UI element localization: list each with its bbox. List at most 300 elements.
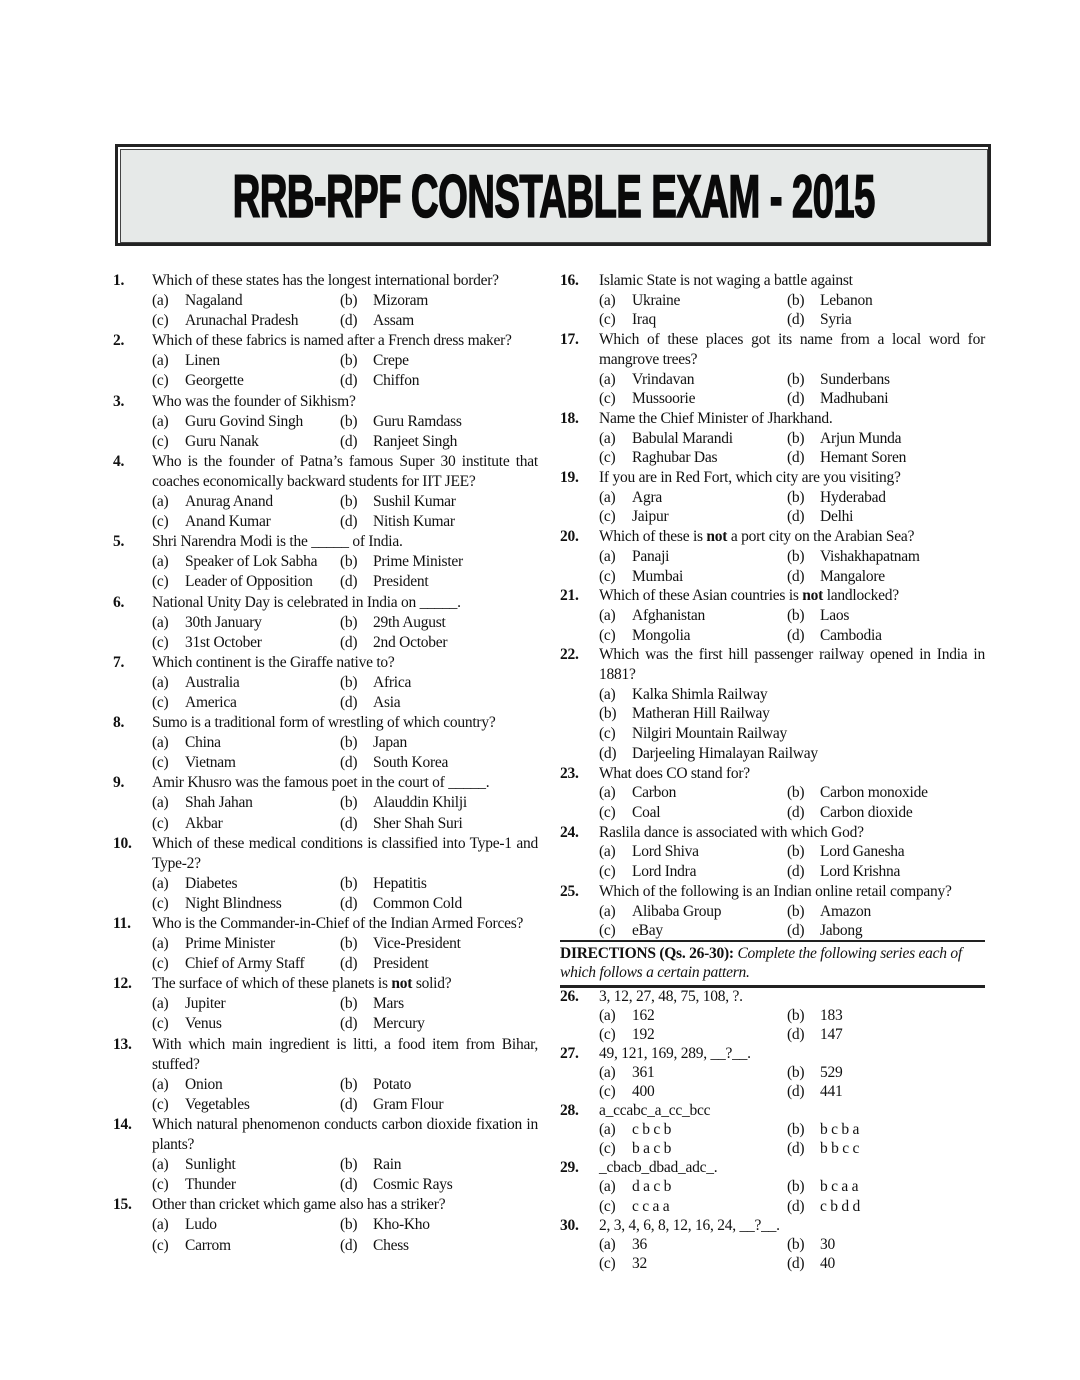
option-label: (a)	[152, 1216, 169, 1234]
question-text: National Unity Day is celebrated in India on _____.	[152, 593, 461, 611]
option	[152, 793, 340, 813]
option-label: (c)	[599, 1083, 616, 1101]
option-label: (c)	[152, 894, 169, 912]
question-number: 14.	[113, 1115, 132, 1133]
option-label: (b)	[787, 429, 805, 447]
option-label: (b)	[787, 1235, 805, 1253]
question-text: What does CO stand for?	[599, 764, 750, 782]
directions-label: DIRECTIONS (Qs. 26-30):	[560, 945, 734, 962]
question	[560, 468, 985, 527]
option	[599, 902, 787, 922]
option-label: (a)	[599, 291, 616, 309]
option	[152, 371, 340, 391]
option-text: Arjun Munda	[820, 429, 902, 447]
option-text: 529	[820, 1064, 843, 1082]
question	[560, 987, 985, 1044]
option	[152, 492, 340, 512]
option	[340, 693, 538, 713]
option-label: (c)	[152, 1176, 169, 1194]
option-text: Sunderbans	[820, 370, 890, 388]
option-label: (a)	[152, 352, 169, 370]
option	[599, 704, 985, 724]
question	[560, 764, 985, 823]
option	[787, 389, 985, 409]
option	[340, 814, 538, 834]
option-label: (d)	[340, 573, 358, 591]
option-label: (d)	[787, 311, 805, 329]
option	[340, 934, 538, 954]
question	[113, 713, 538, 773]
question-text: Who is the Commander-in-Chief of the Indian Armed Forces?	[152, 915, 524, 932]
option	[787, 842, 985, 862]
option	[787, 1197, 985, 1216]
option-text: Guru Nanak	[185, 432, 259, 450]
option-text: Nilgiri Mountain Railway	[632, 725, 788, 743]
option	[787, 626, 985, 646]
options	[152, 1075, 538, 1115]
option-label: (c)	[599, 922, 616, 940]
option-label: (c)	[152, 432, 169, 450]
option	[340, 432, 538, 452]
option	[599, 291, 787, 311]
option-label: (a)	[152, 1075, 169, 1093]
options	[599, 1120, 985, 1158]
option-label: (a)	[152, 874, 169, 892]
option-text: Linen	[185, 352, 220, 370]
options	[599, 370, 985, 409]
option-text: Vegetables	[185, 1095, 250, 1113]
option	[152, 552, 340, 572]
option	[152, 291, 340, 311]
question	[113, 1035, 538, 1115]
option-label: (d)	[340, 1176, 358, 1194]
question-text: Which of these places got its name from a local word for mangrove trees?	[599, 331, 985, 368]
option	[340, 894, 538, 914]
question	[560, 1044, 985, 1101]
options	[152, 492, 538, 532]
option	[787, 1063, 985, 1082]
option-label: (b)	[787, 488, 805, 506]
option-text: Mangalore	[820, 567, 885, 585]
option	[340, 1215, 538, 1235]
question-text: Raslila dance is associated with which God?	[599, 823, 864, 841]
option-text: 183	[820, 1007, 843, 1025]
option-text: 30th January	[185, 613, 262, 631]
question-number: 5.	[113, 533, 125, 551]
option-text: 192	[632, 1026, 655, 1044]
option-label: (a)	[152, 673, 169, 691]
option	[340, 793, 538, 813]
option	[787, 507, 985, 527]
options	[599, 1177, 985, 1215]
option-label: (a)	[152, 1156, 169, 1174]
option-text: Hemant Soren	[820, 449, 907, 467]
option	[340, 311, 538, 331]
option-label: (b)	[787, 291, 805, 309]
option-text: Mercury	[373, 1015, 425, 1033]
option-text: 2nd October	[373, 633, 448, 651]
option-text: Cambodia	[820, 626, 882, 644]
question	[113, 914, 538, 974]
option-label: (c)	[599, 1026, 616, 1044]
option-label: (c)	[599, 567, 616, 585]
option	[787, 310, 985, 330]
option-text: Potato	[373, 1075, 412, 1093]
question-number: 25.	[560, 882, 579, 900]
option-label: (a)	[152, 412, 169, 430]
question	[560, 1101, 985, 1158]
option-label: (b)	[340, 935, 358, 953]
option	[787, 1235, 985, 1254]
options	[152, 1155, 538, 1195]
option	[340, 874, 538, 894]
option	[599, 1006, 787, 1025]
question-text: 3, 12, 27, 48, 75, 108, ?.	[599, 988, 743, 1005]
question-text: Which of these fabrics is named after a French dress maker?	[152, 332, 512, 350]
question-number: 8.	[113, 714, 125, 732]
option	[787, 1139, 985, 1158]
question-text: Shri Narendra Modi is the _____ of India.	[152, 533, 403, 551]
option-text: 162	[632, 1007, 655, 1025]
option-label: (a)	[152, 734, 169, 752]
option-label: (d)	[340, 955, 358, 973]
emphasis: not	[802, 587, 824, 605]
option	[152, 1175, 340, 1195]
option-text: Jupiter	[185, 995, 226, 1013]
option-text: Laos	[820, 606, 850, 624]
option-text: Georgette	[185, 372, 244, 390]
option-text: 30	[820, 1235, 835, 1253]
question	[560, 882, 985, 941]
option-label: (a)	[599, 1235, 616, 1253]
option	[152, 1095, 340, 1115]
question	[113, 653, 538, 713]
option-text: Carbon	[632, 784, 677, 802]
question-number: 13.	[113, 1035, 132, 1053]
question-number: 18.	[560, 409, 579, 427]
question	[560, 330, 985, 409]
option-text: Syria	[820, 311, 852, 329]
option	[152, 351, 340, 371]
option-label: (c)	[599, 1197, 616, 1215]
directions-text: Complete the following series each of which follows a certain pattern.	[560, 945, 962, 981]
option-label: (c)	[152, 1015, 169, 1033]
option	[787, 429, 985, 449]
option-label: (d)	[340, 633, 358, 651]
option-label: (c)	[152, 372, 169, 390]
question-text: Which was the first hill passenger railway opened in India in 1881?	[599, 646, 985, 684]
question-text: a_ccabc_a_cc_bcc	[599, 1102, 711, 1120]
option	[787, 803, 985, 823]
options	[599, 1235, 985, 1273]
option-label: (c)	[152, 955, 169, 973]
options	[599, 547, 985, 586]
option	[152, 874, 340, 894]
option-text: Agra	[632, 488, 662, 506]
option-text: Alibaba Group	[632, 902, 722, 920]
option-text: Sunlight	[185, 1156, 236, 1174]
question-number: 4.	[113, 452, 125, 470]
option-text: Assam	[373, 312, 414, 330]
option	[340, 291, 538, 311]
option-text: Amazon	[820, 902, 872, 920]
option-text: Australia	[185, 673, 240, 691]
option-text: Onion	[185, 1075, 223, 1093]
question-number: 23.	[560, 764, 579, 782]
option-text: Shah Jahan	[185, 794, 253, 812]
option-text: Lord Krishna	[820, 863, 901, 881]
option-label: (a)	[599, 1064, 616, 1082]
option-label: (b)	[787, 370, 805, 388]
option-label: (d)	[787, 1197, 805, 1215]
option-text: America	[185, 693, 237, 711]
question-text-part: Which of these is	[599, 528, 707, 546]
question-text-part: The surface of which of these planets is	[152, 975, 392, 993]
options	[152, 874, 538, 914]
question-number: 21.	[560, 587, 579, 605]
option	[152, 1155, 340, 1175]
question-text: Other than cricket which game also has a striker?	[152, 1196, 446, 1214]
option-text: Coal	[632, 803, 661, 821]
question-number: 9.	[113, 774, 125, 792]
option-label: (a)	[599, 784, 616, 802]
option-text: President	[373, 955, 429, 973]
option-label: (c)	[152, 513, 169, 531]
option-label: (d)	[340, 372, 358, 390]
option-label: (d)	[340, 1095, 358, 1113]
option	[152, 733, 340, 753]
option-text: Hyderabad	[820, 488, 886, 506]
option-text: 29th August	[373, 613, 446, 631]
option-text: Chief of Army Staff	[185, 955, 305, 973]
option-text: d a c b	[632, 1178, 672, 1196]
question	[560, 1216, 985, 1273]
options	[152, 934, 538, 974]
option-label: (c)	[152, 573, 169, 591]
option-label: (b)	[340, 1075, 358, 1093]
option	[787, 488, 985, 508]
option-text: Jaipur	[632, 508, 669, 526]
question-text-part: Which of these Asian countries is	[599, 587, 803, 605]
option-label: (b)	[340, 553, 358, 571]
option-label: (b)	[787, 784, 805, 802]
option-text: Nitish Kumar	[373, 513, 455, 531]
option	[599, 547, 787, 567]
option-label: (d)	[787, 390, 805, 408]
question-text-part: a port city on the Arabian Sea?	[727, 528, 915, 546]
option-text: Rain	[373, 1156, 402, 1174]
option	[152, 572, 340, 592]
option-label: (d)	[340, 513, 358, 531]
option-label: (a)	[152, 553, 169, 571]
option	[340, 492, 538, 512]
option-text: eBay	[632, 922, 663, 940]
directions	[560, 940, 985, 988]
option-label: (c)	[599, 311, 616, 329]
option	[340, 733, 538, 753]
option-text: Afghanistan	[632, 606, 706, 624]
option	[340, 512, 538, 532]
option-text: Guru Govind Singh	[185, 412, 304, 430]
option-text: Carbon monoxide	[820, 784, 928, 802]
options	[152, 733, 538, 773]
title-box	[115, 144, 991, 246]
question-number: 28.	[560, 1102, 579, 1120]
option-label: (c)	[152, 693, 169, 711]
option	[599, 606, 787, 626]
option-label: (b)	[787, 606, 805, 624]
option-label: (c)	[599, 1140, 616, 1158]
option	[152, 613, 340, 633]
option-label: (b)	[340, 794, 358, 812]
question	[560, 271, 985, 330]
option-label: (b)	[787, 843, 805, 861]
option-text: Lebanon	[820, 291, 873, 309]
question-text: Name the Chief Minister of Jharkhand.	[599, 409, 833, 427]
option	[787, 370, 985, 390]
option	[787, 547, 985, 567]
question-text: Who was the founder of Sikhism?	[152, 392, 356, 410]
option-label: (d)	[787, 1083, 805, 1101]
options	[152, 613, 538, 653]
option-text: 400	[632, 1083, 655, 1101]
option-label: (b)	[787, 1121, 805, 1139]
option-label: (b)	[340, 1216, 358, 1234]
option-text: Sushil Kumar	[373, 493, 456, 511]
option	[152, 994, 340, 1014]
option-label: (a)	[599, 488, 616, 506]
option-label: (a)	[152, 613, 169, 631]
option-text: President	[373, 573, 429, 591]
option-label: (b)	[340, 734, 358, 752]
option-text: Mizoram	[373, 292, 429, 310]
option	[787, 783, 985, 803]
question-text: Which natural phenomenon conducts carbon dioxide fixation in plants?	[152, 1115, 538, 1154]
options	[152, 552, 538, 592]
options	[599, 783, 985, 822]
option	[599, 370, 787, 390]
option-text: Darjeeling Himalayan Railway	[632, 744, 818, 762]
option	[599, 803, 787, 823]
option-text: Jabong	[820, 922, 863, 940]
option	[787, 1082, 985, 1101]
option-label: (d)	[787, 1140, 805, 1158]
option	[599, 567, 787, 587]
option-text: Lord Indra	[632, 863, 697, 881]
option	[787, 1120, 985, 1139]
option	[340, 1075, 538, 1095]
option-label: (b)	[340, 613, 358, 631]
option-text: 32	[632, 1254, 647, 1272]
question-number: 15.	[113, 1196, 132, 1214]
option	[152, 432, 340, 452]
option-label: (b)	[340, 493, 358, 511]
question	[560, 1158, 985, 1215]
option-text: Prime Minister	[185, 935, 275, 953]
option-text: Mongolia	[632, 626, 691, 644]
option	[152, 894, 340, 914]
question-number: 11.	[113, 915, 131, 932]
option-text: Thunder	[185, 1176, 236, 1194]
question	[113, 331, 538, 391]
option-text: Anurag Anand	[185, 493, 273, 511]
question-text: Who is the founder of Patna’s famous Super 30 institute that coaches economically backward students for IIT JEE?	[152, 452, 538, 490]
option-label: (b)	[340, 412, 358, 430]
question-number: 10.	[113, 834, 132, 852]
series-questions	[560, 987, 985, 1273]
option-text: Lord Ganesha	[820, 843, 905, 861]
question-number: 19.	[560, 469, 579, 487]
option-text: Carbon dioxide	[820, 803, 913, 821]
question-number: 26.	[560, 988, 579, 1005]
option	[152, 633, 340, 653]
option	[787, 1025, 985, 1044]
options	[599, 902, 985, 941]
option	[340, 613, 538, 633]
question-number: 30.	[560, 1216, 579, 1234]
option-label: (b)	[599, 705, 617, 723]
option-text: Japan	[373, 734, 408, 752]
options	[599, 488, 985, 527]
option	[152, 1014, 340, 1034]
option-label: (a)	[599, 843, 616, 861]
question-number: 24.	[560, 823, 579, 841]
options	[599, 429, 985, 468]
option-text: Sher Shah Suri	[373, 814, 463, 832]
option-label: (b)	[787, 1178, 805, 1196]
option-text: Matheran Hill Railway	[632, 705, 770, 723]
option-text: Madhubani	[820, 390, 889, 408]
option-label: (d)	[787, 863, 805, 881]
question-text: Which of these medical conditions is classified into Type-1 and Type-2?	[152, 834, 538, 872]
question-text: Sumo is a traditional form of wrestling of which country?	[152, 714, 496, 732]
option-label: (c)	[152, 1095, 169, 1113]
option	[787, 448, 985, 468]
option-text: Speaker of Lok Sabha	[185, 553, 318, 571]
option-text: Diabetes	[185, 874, 238, 892]
option	[599, 862, 787, 882]
option-label: (d)	[599, 744, 617, 762]
option-text: Crepe	[373, 352, 409, 370]
option-label: (c)	[599, 449, 616, 467]
option-text: Vice-President	[373, 935, 461, 953]
option	[152, 1215, 340, 1235]
option	[599, 1254, 787, 1273]
option-text: Guru Ramdass	[373, 412, 462, 430]
question-number: 3.	[113, 392, 125, 410]
option-text: Cosmic Rays	[373, 1176, 453, 1194]
option-text: South Korea	[373, 754, 449, 772]
option-label: (d)	[787, 626, 805, 644]
option-label: (a)	[152, 493, 169, 511]
option	[340, 1095, 538, 1115]
option-label: (a)	[152, 292, 169, 310]
option-text: 31st October	[185, 633, 262, 651]
option-label: (d)	[340, 432, 358, 450]
option	[599, 389, 787, 409]
option	[787, 902, 985, 922]
option-label: (b)	[787, 902, 805, 920]
option	[152, 753, 340, 773]
option-text: Africa	[373, 673, 412, 691]
emphasis: not	[706, 528, 728, 546]
option	[599, 724, 985, 744]
option-text: Raghubar Das	[632, 449, 718, 467]
option	[599, 744, 985, 764]
option	[599, 429, 787, 449]
option	[340, 371, 538, 391]
question-number: 17.	[560, 331, 579, 349]
